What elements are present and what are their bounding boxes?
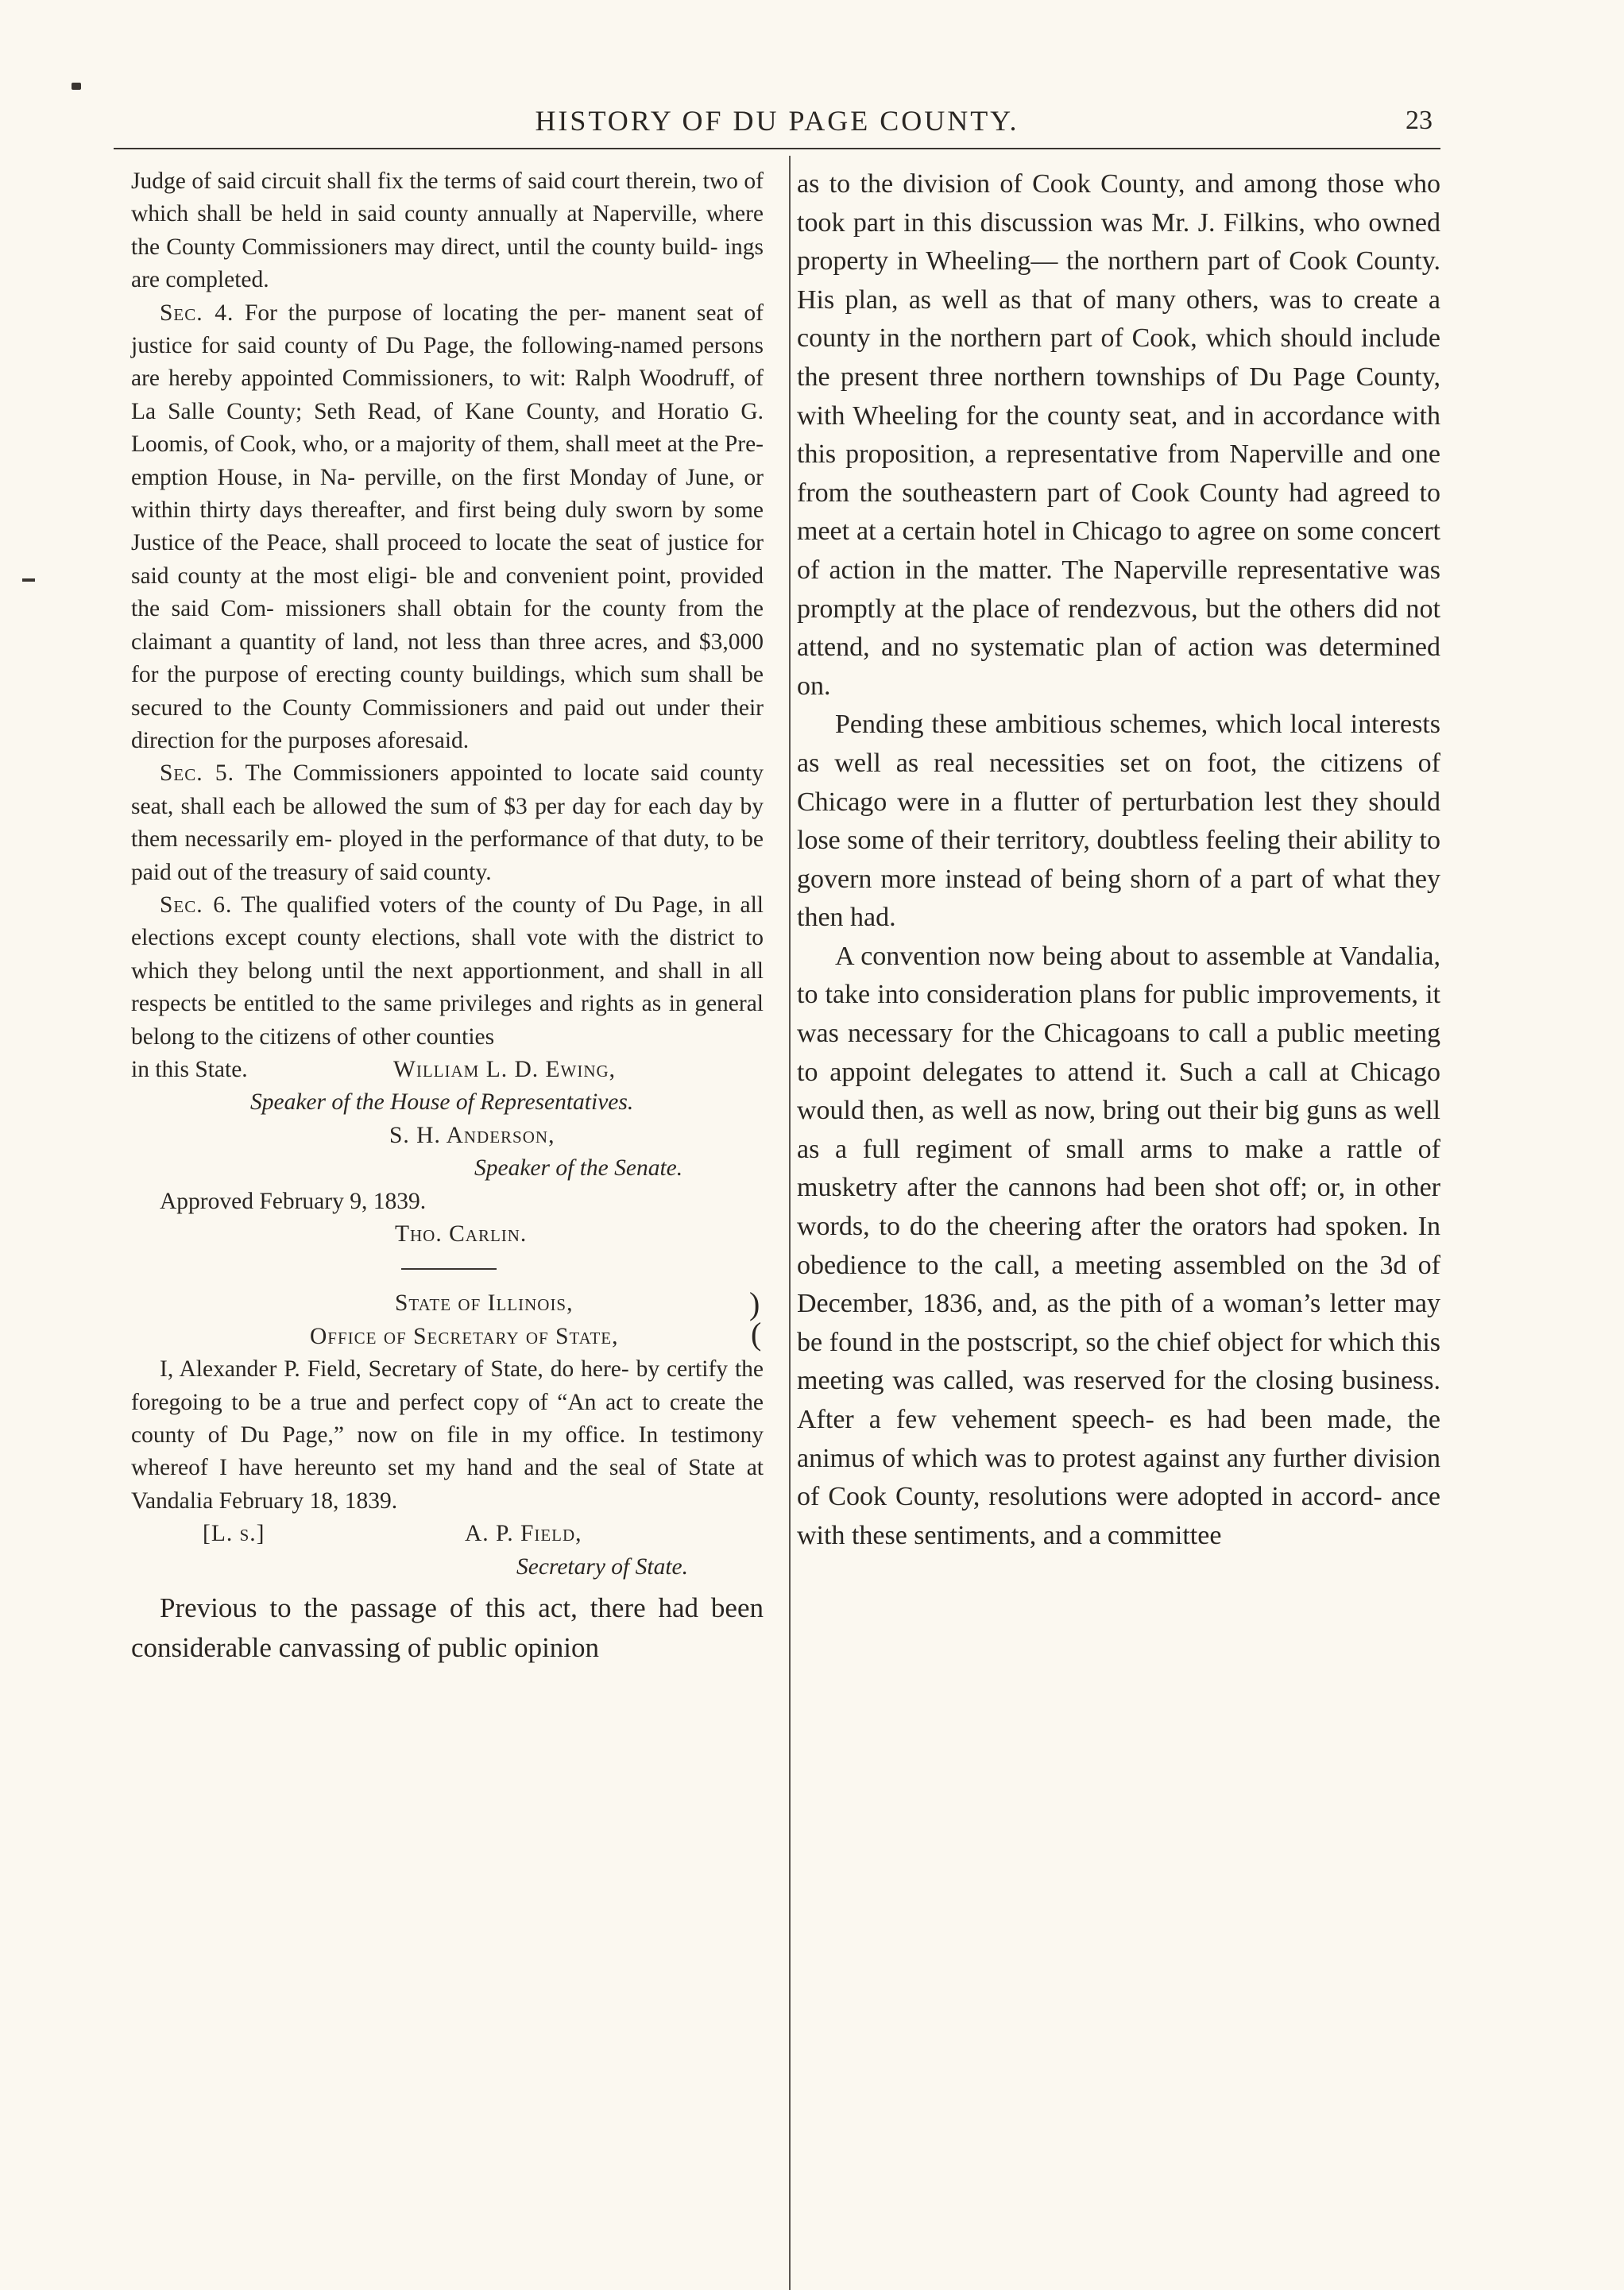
left-column xyxy=(131,165,764,1668)
signature-line xyxy=(131,1551,764,1584)
office-line: Office of Secretary of State, xyxy=(310,1323,619,1349)
section-text: For the purpose of locating the per- manent seat of justice for said county of Du Page, the following-named persons are hereby appointed Commissioners, to wit: Ralph Woodruff, of La Salle County; Seth Read, of Kane County, and Horatio G. Loomis, of Cook, who, or a majority of them, shall meet at the Pre-emption House, in Na- perville, on the first Monday of June, or within thirty days thereafter, and first being duly sworn by some Justice of the Peace, shall proceed to locate the seat of justice for said county at the most eligi- ble and convenient point, provided the said Com- missioners shall obtain for the county from the claimant a quantity of land, not less than three acres, and $3,000 for the purpose of erecting county buildings, which sum shall be secured to the County Commissioners and paid out under their direction for the purposes aforesaid. xyxy=(131,300,764,753)
section-text: The qualified voters of the county of Du Page, in all elections except county elections, shall vote with the district to which they belong until the next apportionment, and shall in all respects be entitled to the same privileges and rights as in general belong to the citizens of other counties xyxy=(131,892,764,1050)
section-label: Sec. 4. xyxy=(160,300,234,326)
section-6 xyxy=(131,889,764,1054)
certificate-text: I, Alexander P. Field, Secretary of State, do here- by certify the foregoing to be a true and perfect copy of “An act to create the county of Du Page,” now on file in my office. In testimony whereof I have hereunto set my hand and the seal of State at Vandalia February 18, 1839. xyxy=(131,1356,764,1514)
margin-mark xyxy=(72,83,81,90)
section-label: Sec. 5. xyxy=(160,760,234,787)
brace-bottom: ( xyxy=(751,1315,762,1352)
section-6-end: in this State. xyxy=(131,1056,248,1082)
section-label: Sec. 6. xyxy=(160,892,233,918)
header-rule xyxy=(114,148,1440,149)
signature-line xyxy=(131,1218,764,1251)
governor-name: Tho. Carlin. xyxy=(395,1220,528,1247)
running-head xyxy=(114,100,1440,141)
margin-mark xyxy=(22,578,35,582)
paragraph: as to the division of Cook County, and among those who took part in this discussion was Mr. J. Filkins, who owned property in Wheeling— the northern part of Cook County. His plan, as well as that of many others, was to create a county in the northern part of Cook, which should include the present three northern townships of Du Page County, with Wheeling for the county seat, and in accordance with this proposition, a representative from Naperville and one from the southeastern part of Cook County had agreed to meet at a certain hotel in Chicago to agree on some concert of action in the matter. The Naperville representative was promptly at the place of rendezvous, but the others did not attend, and no systematic plan of action was determined on. xyxy=(797,169,1440,701)
signer-name: A. P. Field, xyxy=(465,1521,582,1547)
signer-title: Speaker of the Senate. xyxy=(474,1155,683,1182)
signature-line xyxy=(131,1152,764,1185)
signer-title: Secretary of State. xyxy=(516,1553,688,1580)
paragraph: Judge of said circuit shall fix the terms of said court therein, two of which shall be held in said county annually at Naperville, where the County Commissioners may direct, until the county build- ings are completed. xyxy=(131,168,764,293)
closing-paragraph: Previous to the passage of this act, there had been considerable canvassing of public opinion xyxy=(131,1592,764,1663)
section-5 xyxy=(131,757,764,889)
seal-label: [L. s.] xyxy=(203,1521,265,1547)
page-title: HISTORY OF DU PAGE COUNTY. xyxy=(535,105,1019,137)
page-number: 23 xyxy=(1406,106,1433,135)
paragraph: A convention now being about to assemble at Vandalia, to take into consideration plans for public improvements, it was necessary for the Chicagoans to call a public meeting to appoint delegates to attend it. Such a call at Chicago would then, as well as now, bring out their big guns as well as a full regiment of small arms to make a rattle of musketry after the cannons had been shot off; or, in other words, to do the cheering after the orators had spoken. In obedience to the call, a meeting assembled on the 3d of December, 1836, and, as the pith of a woman’s letter may be found in the postscript, so the chief object for which this meeting was called, was reserved for the closing business. After a few vehement speech- es had been made, the animus of which was to protest against any further division of Cook County, resolutions were adopted in accord- ance with these sentiments, and a committee xyxy=(797,941,1440,1550)
approval-line: Approved February 9, 1839. xyxy=(160,1188,427,1214)
section-4 xyxy=(131,297,764,758)
section-text: The Commissioners appointed to locate said county seat, shall each be allowed the sum of $3 per day for each day by them necessarily em- ployed in the performance of that duty, to be paid out of the treasury of said county. xyxy=(131,760,764,885)
signer-name: William L. D. Ewing, xyxy=(393,1056,617,1082)
column-divider xyxy=(789,156,791,2290)
certificate-heading xyxy=(131,1287,764,1320)
signature-line xyxy=(131,1054,764,1086)
separator-rule xyxy=(401,1268,497,1270)
paragraph: Pending these ambitious schemes, which local interests as well as real necessities set on foot, the citizens of Chicago were in a flutter of perturbation lest they should lose some of their territory, doubtless feeling their ability to govern more instead of being shorn of a part of what they then had. xyxy=(797,710,1440,933)
signature-line xyxy=(131,1120,764,1152)
signature-line xyxy=(131,1186,764,1218)
certificate-heading xyxy=(131,1315,764,1353)
right-column xyxy=(797,165,1440,1555)
state-line: State of Illinois, xyxy=(395,1290,574,1317)
signature-line xyxy=(131,1086,764,1119)
signer-title: Speaker of the House of Representatives. xyxy=(250,1089,634,1116)
signer-name: S. H. Anderson, xyxy=(389,1122,555,1148)
signature-line xyxy=(131,1518,764,1550)
brace-top: ) xyxy=(749,1286,760,1322)
